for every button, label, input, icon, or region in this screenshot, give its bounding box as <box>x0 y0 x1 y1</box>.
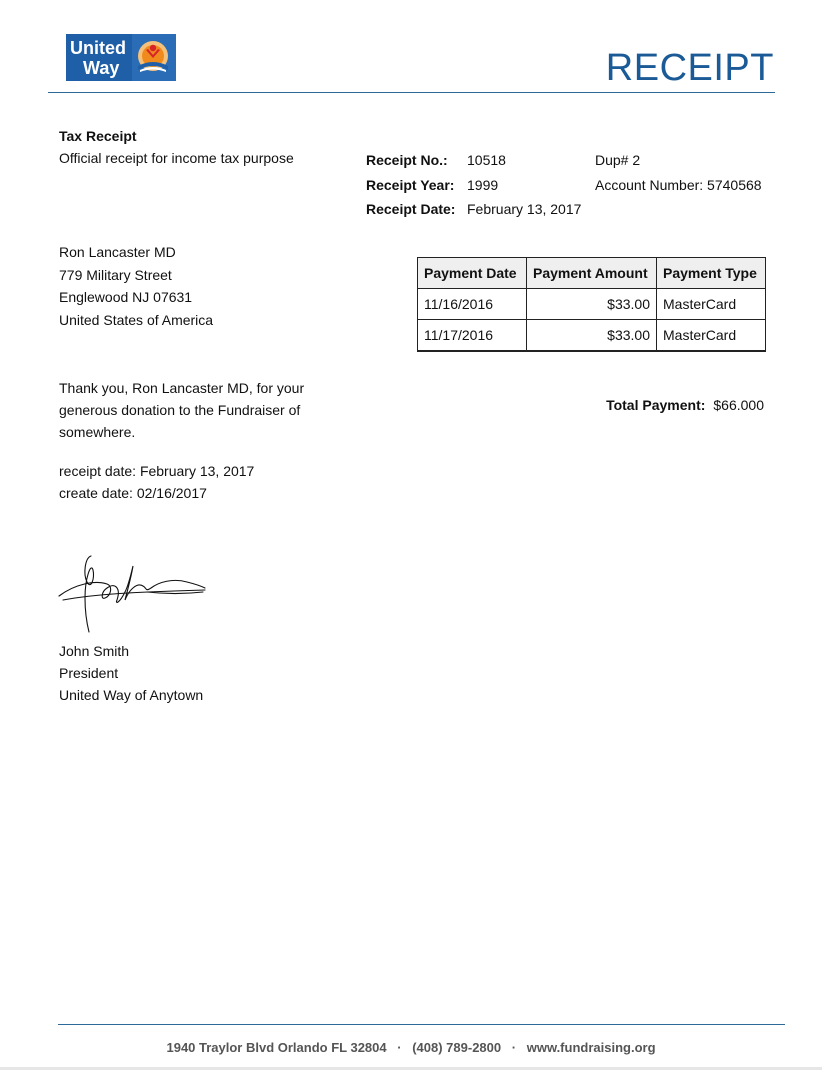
receipt-number-label: Receipt No.: <box>366 152 448 168</box>
header-payment-type: Payment Type <box>657 258 766 289</box>
footer <box>0 1040 822 1055</box>
table-row <box>418 320 766 352</box>
payment-amount-cell: $33.00 <box>527 289 657 320</box>
page-title: RECEIPT <box>605 47 774 89</box>
payment-date-cell: 11/16/2016 <box>418 289 527 320</box>
header-payment-amount: Payment Amount <box>527 258 657 289</box>
logo-text-line1: United <box>70 38 126 58</box>
signer-name: John Smith <box>59 643 130 659</box>
donor-address <box>59 241 213 331</box>
payment-amount-cell: $33.00 <box>527 320 657 352</box>
payments-header-row <box>418 258 766 289</box>
receipt-year-value: 1999 <box>467 176 499 193</box>
donor-street: 779 Military Street <box>59 266 172 283</box>
tax-receipt-title: Tax Receipt <box>59 128 137 144</box>
donor-name: Ron Lancaster MD <box>59 244 176 260</box>
payment-date-cell: 11/17/2016 <box>418 320 527 352</box>
receipt-year-label: Receipt Year: <box>366 176 455 193</box>
footer-address: 1940 Traylor Blvd Orlando FL 32804 <box>166 1040 387 1055</box>
signer-role: President <box>59 665 119 681</box>
payment-type-cell: MasterCard <box>657 289 766 320</box>
logo-text-line2: Way <box>83 58 120 78</box>
donor-country: United States of America <box>59 311 214 328</box>
footer-phone: (408) 789-2800 <box>412 1040 502 1055</box>
receipt-info <box>366 148 581 222</box>
dates-block <box>59 460 254 504</box>
total-payment-label: Total Payment: <box>606 397 706 413</box>
tax-receipt-subtitle: Official receipt for income tax purpose <box>59 150 294 166</box>
receipt-number-value: 10518 <box>467 152 506 168</box>
signer-block <box>59 640 203 706</box>
footer-divider <box>58 1024 785 1025</box>
footer-separator: · <box>397 1040 402 1055</box>
receipt-year-row <box>366 173 581 198</box>
total-payment <box>606 397 764 413</box>
footer-separator: · <box>511 1040 517 1055</box>
receipt-date-value: February 13, 2017 <box>467 201 582 217</box>
header-divider <box>48 92 775 93</box>
united-way-logo <box>66 34 176 81</box>
header-payment-date: Payment Date <box>418 258 527 289</box>
payments-table <box>417 257 766 352</box>
payment-type-cell: MasterCard <box>657 320 766 352</box>
create-date-line: create date: 02/16/2017 <box>59 485 207 501</box>
total-payment-value: $66.000 <box>713 397 764 413</box>
receipt-date-line: receipt date: February 13, 2017 <box>59 463 255 479</box>
thank-you-message: Thank you, Ron Lancaster MD, for your generous donation to the Fundraiser of somewhere. <box>59 380 305 440</box>
receipt-date-row <box>366 197 581 222</box>
table-row <box>418 289 766 320</box>
account-number: Account Number: 5740568 <box>595 176 762 193</box>
footer-website[interactable]: www.fundraising.org <box>526 1040 656 1055</box>
dup-number: Dup# 2 <box>595 152 641 168</box>
receipt-date-label: Receipt Date: <box>366 201 456 217</box>
signature <box>55 548 215 636</box>
donor-city: Englewood NJ 07631 <box>59 289 193 305</box>
signer-org: United Way of Anytown <box>59 687 204 703</box>
receipt-number-row <box>366 148 581 173</box>
receipt-meta <box>595 148 762 197</box>
